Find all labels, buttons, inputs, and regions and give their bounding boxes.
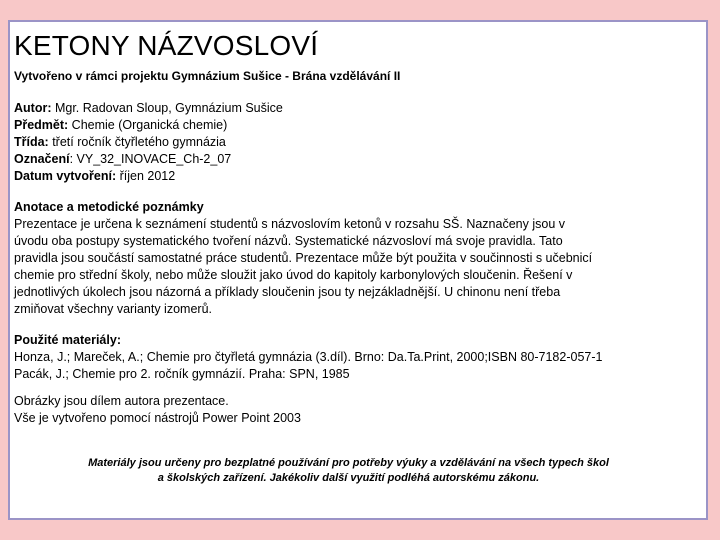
meta-label: Datum vytvoření: [14, 169, 117, 183]
annotation-line: Prezentace je určena k seznámení studentů s názvoslovím ketonů v rozsahu SŠ. Naznačeny jsou v [14, 217, 565, 231]
footer-line: Materiály jsou určeny pro bezplatné používání pro potřeby výuky a vzdělávání na všech typech škol [88, 457, 609, 469]
meta-author [14, 100, 706, 117]
annotation-line: úvodu oba postupy systematického tvoření názvů. Systematické názvosloví má svoje pravidla. Tato [14, 234, 563, 248]
materials-heading: Použité materiály: [14, 333, 121, 347]
meta-value: Chemie (Organická chemie) [68, 118, 228, 132]
meta-date [14, 168, 706, 185]
notes-line: Vše je vytvořeno pomocí nástrojů Power Point 2003 [14, 411, 301, 425]
annotation-line: jednotlivých úkolech jsou názorná a příklady sloučenin jsou ty nejzákladnější. U chinonu není třeba [14, 285, 561, 299]
page-title: KETONY NÁZVOSLOVÍ [14, 30, 319, 61]
meta-label: Autor: [14, 101, 52, 115]
metadata-block [14, 100, 706, 185]
annotation-line: zmiňovat všechny varianty izomerů. [14, 302, 212, 316]
meta-value: říjen 2012 [116, 169, 176, 183]
meta-label: Třída: [14, 135, 49, 149]
meta-class [14, 134, 706, 151]
annotation-heading: Anotace a metodické poznámky [14, 200, 204, 214]
materials-line: Honza, J.; Mareček, A.; Chemie pro čtyřletá gymnázia (3.díl). Brno: Da.Ta.Print, 2000;ISBN 80-7182-057-1 [14, 350, 603, 364]
license-footer [56, 456, 641, 486]
project-subtitle: Vytvořeno v rámci projektu Gymnázium Sušice - Brána vzdělávání II [14, 69, 401, 83]
annotation-line: pravidla jsou součástí samostatné práce studentů. Prezentace může být použita v součinnosti s učebnicí [14, 251, 593, 265]
materials-section [14, 332, 706, 383]
materials-line: Pacák, J.; Chemie pro 2. ročník gymnázií. Praha: SPN, 1985 [14, 367, 350, 381]
meta-value: : VY_32_INOVACE_Ch-2_07 [69, 152, 232, 166]
footer-line: a školských zařízení. Jakékoliv další využití podléhá autorskému zákonu. [157, 472, 540, 484]
notes-section [14, 393, 706, 427]
notes-line: Obrázky jsou dílem autora prezentace. [14, 394, 229, 408]
meta-label: Označení [14, 152, 70, 166]
annotation-line: chemie pro střední školy, nebo může sloužit jako úvod do kapitoly karbonylových sloučenin. Řešení v [14, 268, 573, 282]
meta-subject [14, 117, 706, 134]
meta-value: třetí ročník čtyřletého gymnázia [48, 135, 226, 149]
annotation-section [14, 199, 706, 318]
meta-designation [14, 151, 706, 168]
meta-label: Předmět: [14, 118, 69, 132]
document-sheet [8, 20, 708, 520]
meta-value: Mgr. Radovan Sloup, Gymnázium Sušice [51, 101, 283, 115]
